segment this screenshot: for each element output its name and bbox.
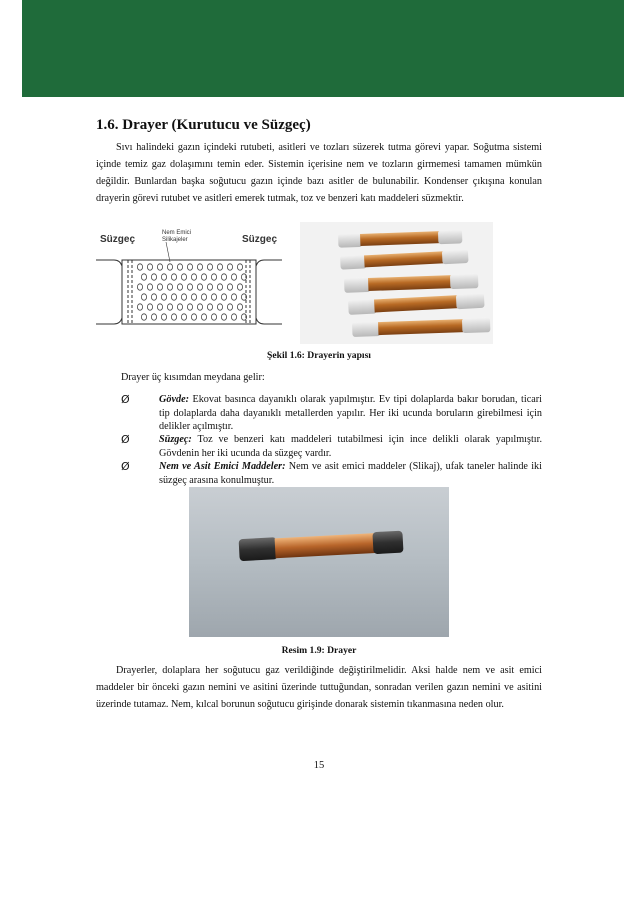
- bullet-icon: Ø: [121, 393, 130, 406]
- closing-paragraph: Drayerler, dolaplara her soğutucu gaz verildiğinde değiştirilmelidir. Aksi halde nem ve asit emici maddeler bir önceki gazın nemini ve asitini üzerinde tuttuğundan, sonradan verilen gazın nemini ve asitini üzerinde tutamaz. Nem, kılcal borunun soğutucu girişinde donarak sistemin tıkanmasına neden olur.: [96, 665, 542, 710]
- bullet-term: Nem ve Asit Emici Maddeler:: [159, 461, 286, 472]
- list-item: [121, 393, 542, 434]
- bullet-text: Nem ve asit emici maddeler (Slikaj), ufak taneler halinde iki süzgeç arasına konulmuştur.: [159, 461, 542, 486]
- bullet-text: Toz ve benzeri katı maddeleri tutabilmesi için ince delikli olarak yapılmıştır. Gövdenin her iki ucunda da süzgeç vardır.: [159, 434, 542, 459]
- drier-structure-diagram: [96, 222, 282, 344]
- filter-label-left: Süzgeç: [100, 234, 136, 245]
- bullet-icon: Ø: [121, 460, 130, 473]
- desiccant-label-line1: Nem Emici: [162, 230, 192, 236]
- drier-tubes-photo: [300, 222, 493, 344]
- list-item: [121, 433, 542, 460]
- bullet-term: Süzgeç:: [159, 434, 192, 445]
- parts-intro: Drayer üç kısımdan meydana gelir:: [121, 372, 265, 383]
- section-title: 1.6. Drayer (Kurutucu ve Süzgeç): [96, 117, 311, 133]
- figure1-caption: Şekil 1.6: Drayerin yapısı: [267, 350, 371, 361]
- page-number: 15: [313, 760, 325, 771]
- desiccant-label-line2: Silikajeler: [162, 237, 188, 243]
- intro-paragraph: Sıvı halindeki gazın içindeki rutubeti, asitleri ve tozları süzerek tutma görevi yapar. Soğutma sistemi içinde temiz gaz dolaşımını temin eder. Sistemin içerisine nem ve tozların girmemesi tamamen mümkün değildir. Bunlardan başka soğutucu gazın içinde bazı asitler de bulunabilir. Kondenser çıkışına konulan drayerin görevi rutubet ve asitleri emerek tutmak, toz ve benzeri katı maddeleri süzmektir.: [96, 142, 542, 204]
- header-bar: [22, 0, 624, 97]
- bullet-text: Ekovat basınca dayanıklı olarak yapılmıştır. Ev tipi dolaplarda bakır borudan, ticari tip dolaplarda daha dayanıklı metallerden yapılır. Her iki ucunda boruların girebilmesi için delikler açılmıştır.: [159, 394, 542, 432]
- drier-photo: [189, 487, 449, 637]
- bullet-icon: Ø: [121, 433, 130, 446]
- figure2-caption: Resim 1.9: Drayer: [281, 645, 357, 656]
- filter-label-right: Süzgeç: [242, 234, 278, 245]
- bullet-term: Gövde:: [159, 394, 189, 405]
- list-item: [121, 460, 542, 487]
